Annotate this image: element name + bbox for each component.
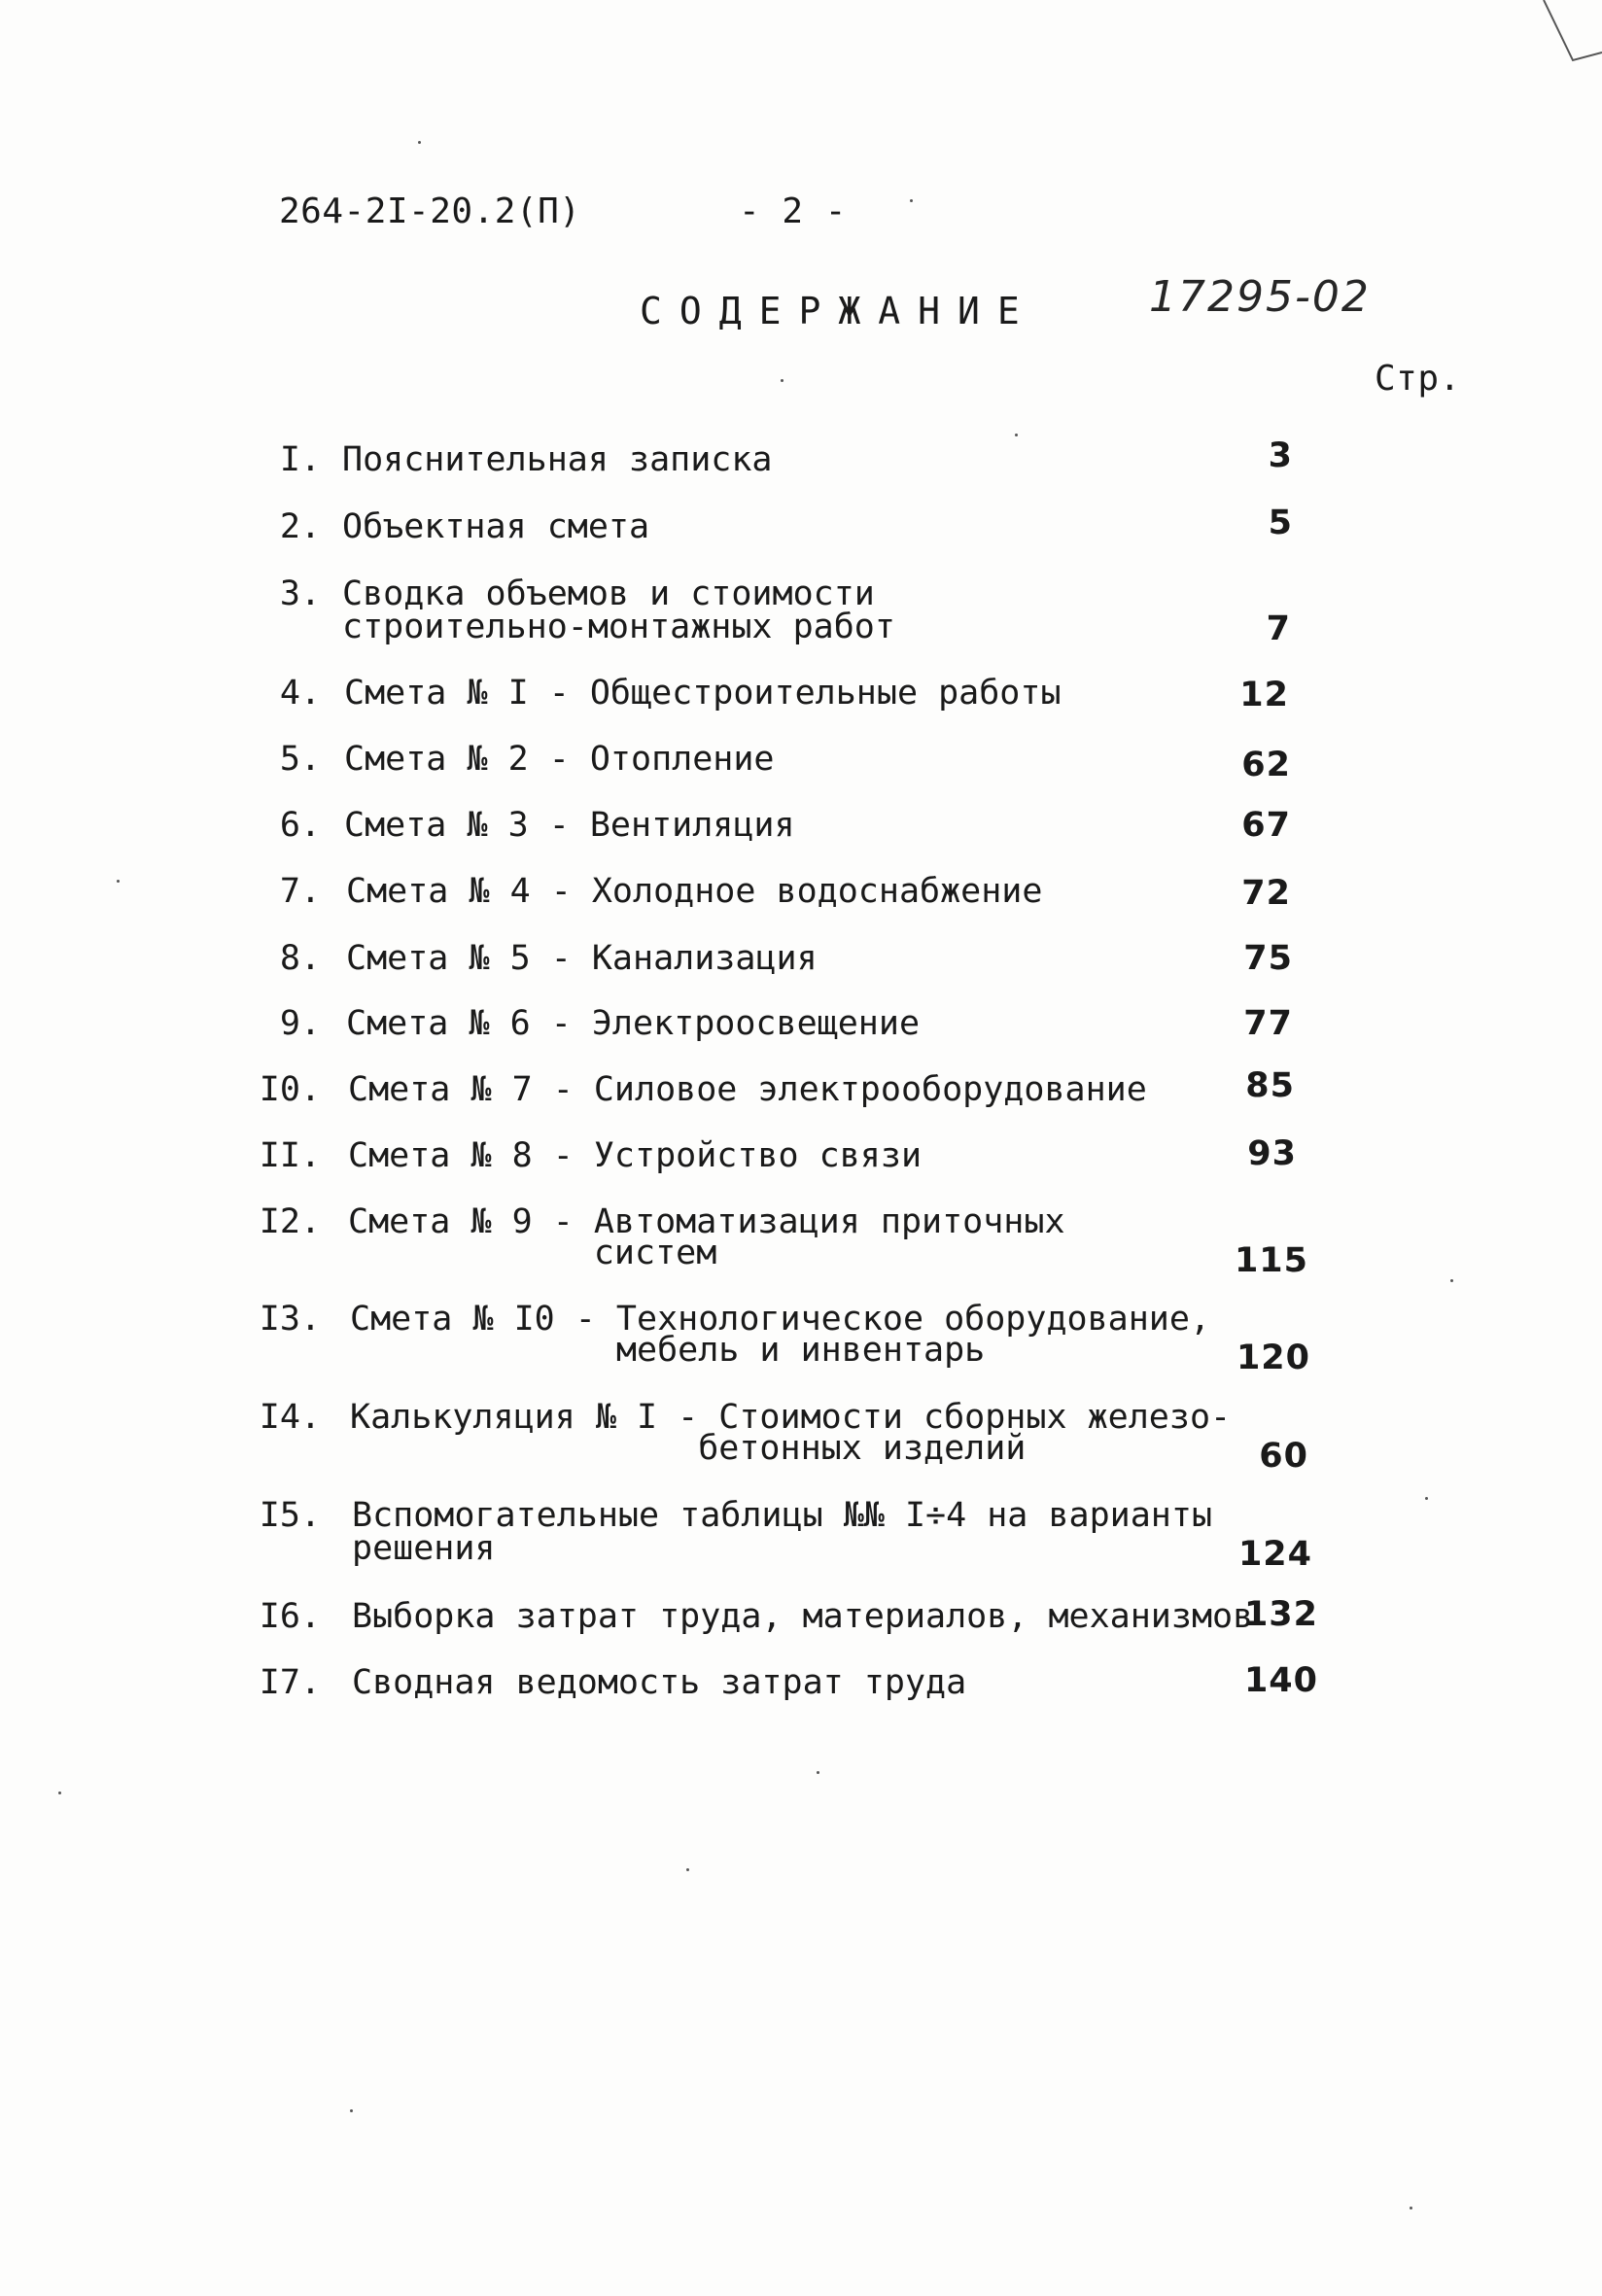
toc-entry-title: Смета № 3 - Вентиляция (344, 806, 795, 845)
toc-entry-page: 60 (1259, 1437, 1308, 1476)
toc-entry-title: Вспомогательные таблицы №№ I÷4 на варианты (352, 1496, 1213, 1535)
folded-corner-icon (1515, 0, 1602, 87)
toc-entry-number: I6. (259, 1597, 321, 1636)
toc-entry-number: I7. (259, 1663, 321, 1702)
toc-entry-title: Смета № I0 - Технологическое оборудование, (350, 1300, 1211, 1339)
handwritten-archive-number: 17295-02 (1149, 272, 1371, 322)
toc-entry-title: Смета № 2 - Отопление (344, 740, 775, 779)
toc-entry-number: 6. (279, 806, 321, 845)
toc-entry-number: 3. (279, 574, 321, 613)
toc-entry-number: 5. (279, 740, 321, 779)
page-column-header: Стр. (1375, 359, 1461, 399)
toc-entry-number: I4. (259, 1398, 321, 1437)
toc-entry-title: Смета № 6 - Электроосвещение (346, 1004, 921, 1043)
toc-entry-number: I0. (259, 1070, 321, 1109)
toc-entry-title-continued: систем (348, 1234, 717, 1272)
toc-entry-page: 115 (1234, 1241, 1308, 1280)
toc-entry-page: 5 (1268, 504, 1293, 542)
toc-entry-number: 9. (279, 1004, 321, 1043)
page-title: СОДЕРЖАНИЕ (640, 290, 1037, 332)
toc-entry-number: I2. (259, 1202, 321, 1241)
toc-entry-page: 85 (1245, 1066, 1295, 1105)
toc-entry-number: I5. (259, 1496, 321, 1535)
toc-entry-title: Сводка объемов и стоимости (342, 574, 875, 613)
toc-entry-title: Выборка затрат труда, материалов, механизмов (352, 1597, 1254, 1636)
toc-entry-title-continued: бетонных изделий (350, 1429, 1027, 1468)
toc-entry-page: 67 (1241, 806, 1291, 845)
document-code: 264-2I-20.2(П) (279, 191, 581, 231)
toc-entry-page: 140 (1243, 1661, 1318, 1700)
toc-entry-title: Сводная ведомость затрат труда (352, 1663, 967, 1702)
toc-entry-page: 132 (1243, 1595, 1318, 1634)
toc-entry-title: Калькуляция № I - Стоимости сборных железо- (350, 1398, 1232, 1437)
toc-entry-title-continued: строительно-монтажных работ (342, 608, 895, 646)
toc-entry-number: I. (279, 440, 321, 479)
toc-entry-title-continued: решения (352, 1529, 496, 1568)
toc-entry-title: Смета № 9 - Автоматизация приточных (348, 1202, 1065, 1241)
toc-entry-page: 7 (1266, 609, 1291, 648)
toc-entry-number: II. (259, 1136, 321, 1175)
toc-entry-number: I3. (259, 1300, 321, 1339)
toc-entry-page: 3 (1268, 436, 1293, 475)
toc-entry-title: Смета № 5 - Канализация (346, 939, 818, 978)
page-number: - 2 - (739, 191, 847, 231)
toc-entry-page: 12 (1239, 676, 1289, 714)
toc-entry-page: 75 (1243, 939, 1293, 978)
toc-entry-page: 72 (1241, 874, 1291, 913)
toc-entry-title: Смета № I - Общестроительные работы (344, 674, 1062, 713)
toc-entry-number: 7. (279, 872, 321, 911)
toc-entry-page: 120 (1236, 1339, 1310, 1377)
toc-entry-title: Пояснительная записка (342, 440, 773, 479)
toc-entry-page: 62 (1241, 746, 1291, 784)
toc-entry-page: 124 (1237, 1535, 1312, 1574)
toc-entry-title-continued: мебель и инвентарь (350, 1331, 986, 1370)
toc-entry-number: 8. (279, 939, 321, 978)
toc-entry-page: 93 (1247, 1134, 1297, 1173)
toc-entry-title: Смета № 4 - Холодное водоснабжение (346, 872, 1043, 911)
toc-entry-title: Объектная смета (342, 507, 650, 546)
toc-entry-title: Смета № 7 - Силовое электрооборудование (348, 1070, 1147, 1109)
toc-entry-page: 77 (1243, 1004, 1293, 1043)
toc-entry-title: Смета № 8 - Устройство связи (348, 1136, 923, 1175)
toc-entry-number: 2. (279, 507, 321, 546)
toc-entry-number: 4. (279, 674, 321, 713)
